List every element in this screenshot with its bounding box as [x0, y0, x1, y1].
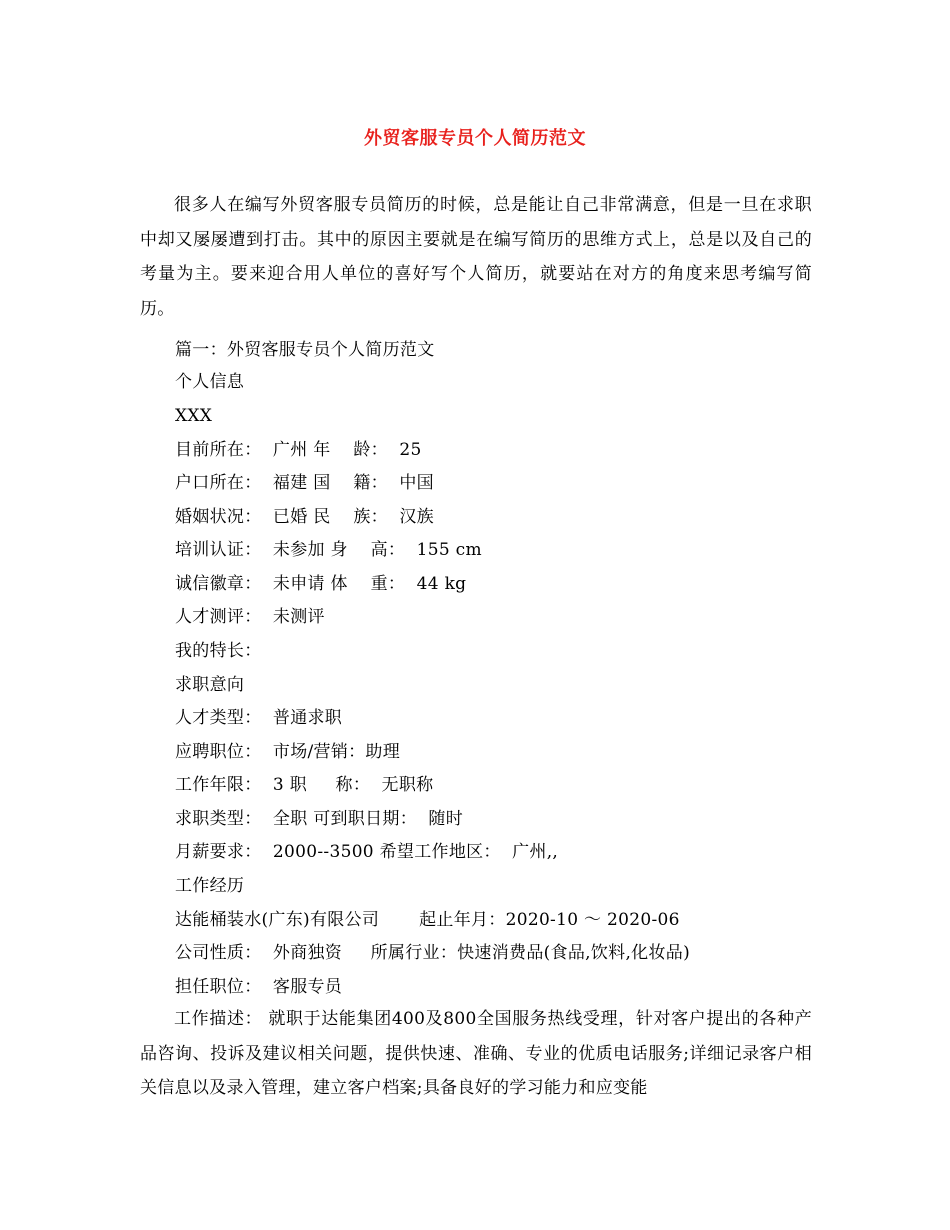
section-heading: 个人信息 — [175, 372, 245, 392]
info-row: 公司性质： 外商独资 所属行业：快速消费品(食品,饮料,化妆品) — [175, 943, 690, 963]
intro-paragraph: 很多人在编写外贸客服专员简历的时候，总是能让自己非常满意，但是一旦在求职中却又屡屡遭到打击。其中的原因主要就是在编写简历的思维方式上，总是以及自己的考量为主。要来迎合用人单位的喜好写个人简历，就要站在对方的角度来思考编写简历。 — [140, 195, 812, 320]
candidate-name: XXX — [175, 406, 213, 426]
info-row: 担任职位： 客服专员 — [175, 977, 343, 997]
info-row: 人才测评： 未测评 — [175, 607, 325, 627]
section-heading: 工作经历 — [175, 876, 245, 896]
info-row: 工作年限： 3 职 称： 无职称 — [175, 775, 434, 795]
info-row: 求职类型： 全职 可到职日期： 随时 — [175, 809, 464, 829]
info-row: 婚姻状况： 已婚 民 族： 汉族 — [175, 507, 434, 527]
info-row: 应聘职位： 市场/营销：助理 — [175, 742, 401, 762]
section-heading: 篇一：外贸客服专员个人简历范文 — [175, 340, 435, 360]
section-heading: 求职意向 — [175, 675, 245, 695]
info-row: 培训认证： 未参加 身 高： 155 cm — [175, 540, 482, 560]
info-row: 户口所在： 福建 国 籍： 中国 — [175, 473, 434, 493]
info-row: 人才类型： 普通求职 — [175, 708, 343, 728]
info-row: 诚信徽章： 未申请 体 重： 44 kg — [175, 574, 467, 594]
work-description: 工作描述： 就职于达能集团400及800全国服务热线受理，针对客户提出的各种产品咨询、投诉及建议相关问题，提供快速、准确、专业的优质电话服务;详细记录客户相 关信息以及录入管理，建立客户档案;具备良好的学习能力和应变能 — [140, 1009, 812, 1099]
info-row: 目前所在： 广州 年 龄： 25 — [175, 440, 422, 460]
info-row: 我的特长： — [175, 641, 262, 661]
info-row: 月薪要求： 2000--3500 希望工作地区： 广州,, — [175, 842, 559, 862]
info-row: 达能桶装水(广东)有限公司 起止年月：2020-10 ～ 2020-06 — [175, 910, 680, 930]
document-title: 外贸客服专员个人简历范文 — [364, 128, 586, 149]
